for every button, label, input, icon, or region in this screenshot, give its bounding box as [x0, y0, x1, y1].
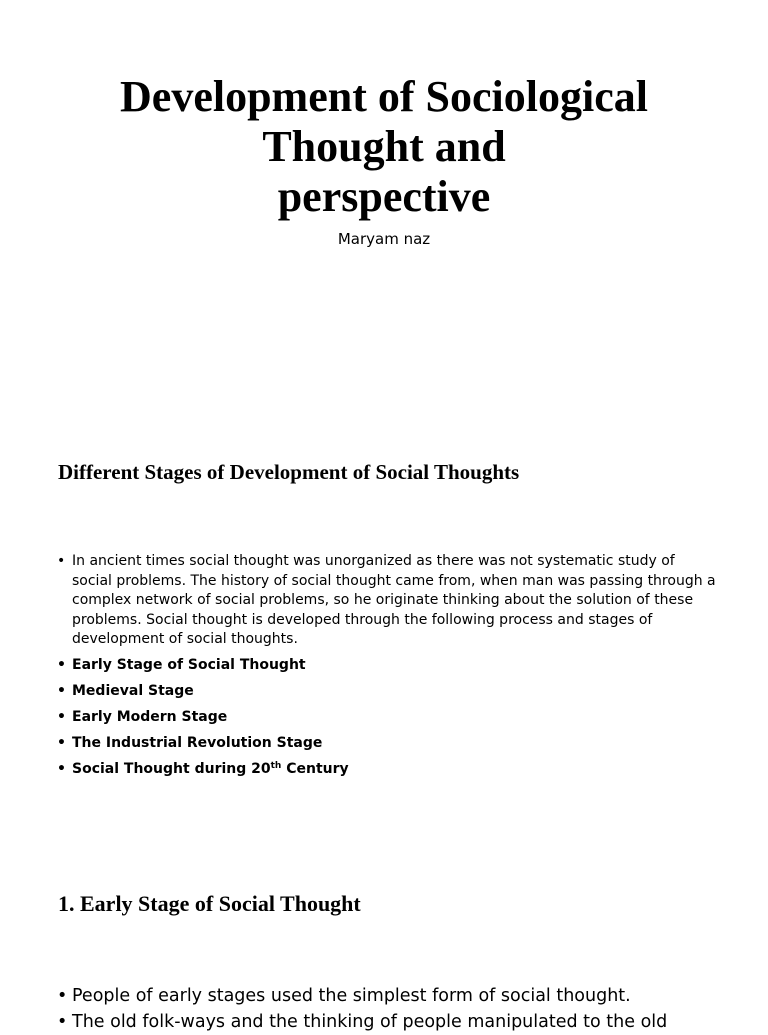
early-stage-heading: 1. Early Stage of Social Thought	[58, 891, 361, 916]
ordinal-suffix: th	[270, 760, 282, 771]
stage-text: Social Thought during 20	[72, 760, 271, 777]
stage-item: • The Industrial Revolution Stage	[56, 734, 716, 754]
stages-heading: Different Stages of Development of Social Thoughts	[58, 460, 520, 484]
title-line: Development of Sociological	[120, 72, 648, 121]
title-line: perspective	[277, 172, 491, 221]
stage-text: Century	[281, 760, 349, 777]
list-item: • People of early stages used the simplest form of social thought.	[56, 983, 716, 1009]
stage-item: • Medieval Stage	[56, 682, 716, 702]
early-stage-list	[56, 983, 716, 1035]
stage-item: • Early Modern Stage	[56, 708, 716, 728]
intro-paragraph: • In ancient times social thought was unorganized as there was not systematic study of social problems. The history of social thought came from, when man was passing through a complex network of social problems, so he originate thinking about the solution of these problems. Social thought is developed through the following process and stages of development of social thoughts.	[56, 552, 716, 650]
list-item: • The old folk-ways and the thinking of people manipulated to the old	[56, 1009, 716, 1035]
title-line: Thought and	[262, 122, 506, 171]
document-title	[60, 72, 708, 222]
stage-item: • Early Stage of Social Thought	[56, 656, 716, 676]
stages-list	[56, 552, 716, 786]
author-name: Maryam naz	[337, 230, 431, 248]
stage-item-20th-century	[56, 760, 716, 780]
